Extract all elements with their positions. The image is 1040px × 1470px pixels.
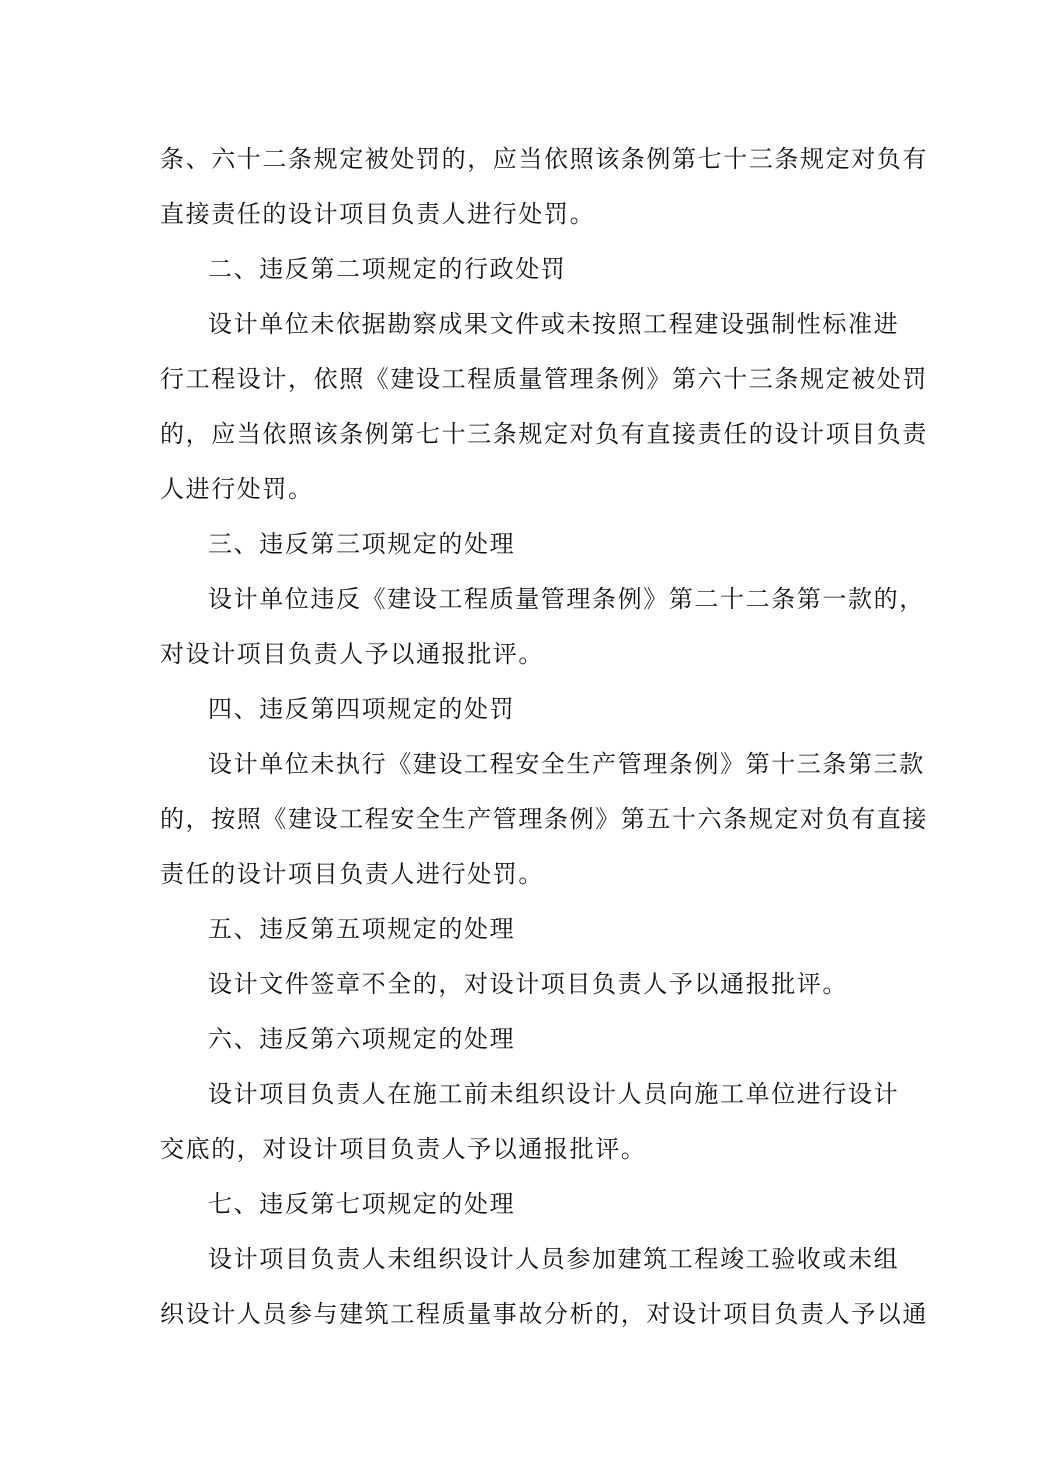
section-heading: 七、违反第七项规定的处理 xyxy=(208,1190,516,1218)
text-line: 责任的设计项目负责人进行处罚。 xyxy=(160,860,544,888)
text-line: 人进行处罚。 xyxy=(160,475,314,503)
text-line: 设计项目负责人在施工前未组织设计人员向施工单位进行设计 xyxy=(208,1080,900,1108)
text-line: 设计单位违反《建设工程质量管理条例》第二十二条第一款的， xyxy=(208,585,925,613)
text-line: 织设计人员参与建筑工程质量事故分析的，对设计项目负责人予以通 xyxy=(160,1300,928,1328)
text-line: 条、六十二条规定被处罚的，应当依照该条例第七十三条规定对负有 xyxy=(160,145,928,173)
section-heading: 五、违反第五项规定的处理 xyxy=(208,915,516,943)
document-body xyxy=(160,132,928,1342)
text-line: 设计单位未依据勘察成果文件或未按照工程建设强制性标准进 xyxy=(208,310,900,338)
text-line: 行工程设计，依照《建设工程质量管理条例》第六十三条规定被处罚 xyxy=(160,365,928,393)
section-heading: 六、违反第六项规定的处理 xyxy=(208,1025,516,1053)
text-line: 直接责任的设计项目负责人进行处罚。 xyxy=(160,200,596,228)
section-heading: 三、违反第三项规定的处理 xyxy=(208,530,516,558)
text-line: 设计文件签章不全的，对设计项目负责人予以通报批评。 xyxy=(208,970,848,998)
text-line: 设计单位未执行《建设工程安全生产管理条例》第十三条第三款 xyxy=(208,750,925,778)
text-line: 的，按照《建设工程安全生产管理条例》第五十六条规定对负有直接 xyxy=(160,805,928,833)
text-line: 交底的，对设计项目负责人予以通报批评。 xyxy=(160,1135,647,1163)
section-heading: 二、违反第二项规定的行政处罚 xyxy=(208,255,567,283)
section-heading: 四、违反第四项规定的处罚 xyxy=(208,695,516,723)
text-line: 设计项目负责人未组织设计人员参加建筑工程竣工验收或未组 xyxy=(208,1245,900,1273)
text-line: 对设计项目负责人予以通报批评。 xyxy=(160,640,544,668)
text-line: 的，应当依照该条例第七十三条规定对负有直接责任的设计项目负责 xyxy=(160,420,928,448)
